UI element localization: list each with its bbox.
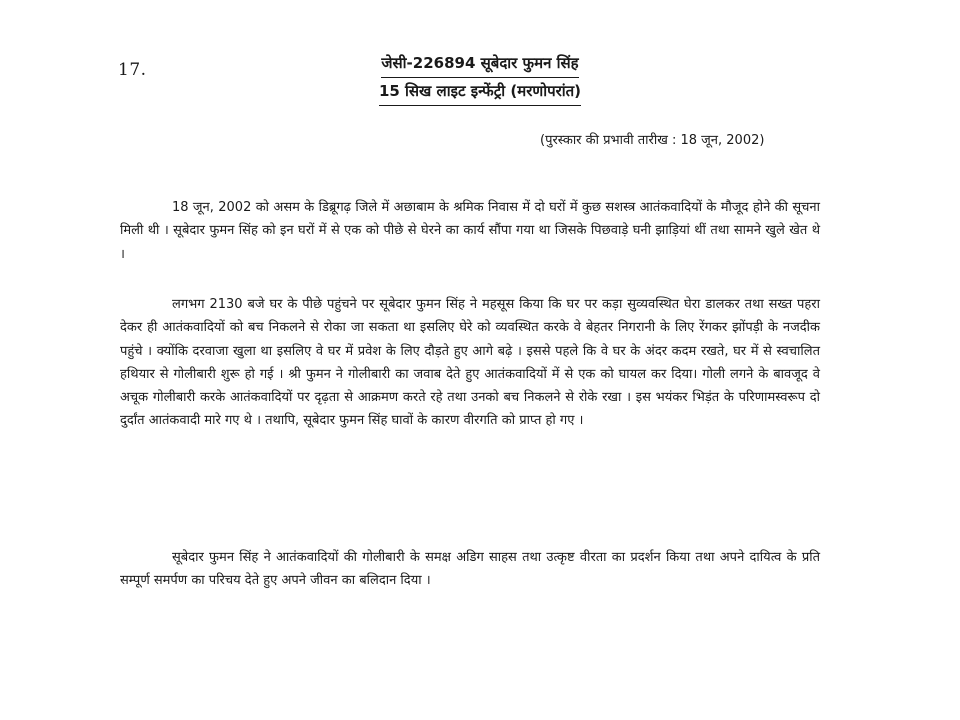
paragraph-1: 18 जून, 2002 को असम के डिब्रूगढ़ जिले में अछाबाम के श्रमिक निवास में दो घरों में कुछ सशस्त्र आतंकवादियों के मौजूद होने की सूचना मिली थी । सूबेदार फुमन सिंह को इन घरों में से एक को पीछे से घेरने का कार्य सौंपा गया था जिसके पिछवाड़े घनी झाड़ियां थीं तथा सामने खुले खेत थे ।: [120, 200, 820, 262]
citation-title: [360, 50, 600, 106]
paragraph-3: सूबेदार फुमन सिंह ने आतंकवादियों की गोलीबारी के समक्ष अडिग साहस तथा उत्कृष्ट वीरता का प्रदर्शन किया तथा अपने दायित्व के प्रति सम्पूर्ण समर्पण का परिचय देते हुए अपने जीवन का बलिदान दिया ।: [120, 550, 820, 589]
serial-number: 17.: [118, 60, 147, 80]
title-unit: 15 सिख लाइट इन्फेंट्री (मरणोपरांत): [379, 78, 581, 106]
title-name-rank: जेसी-226894 सूबेदार फुमन सिंह: [381, 50, 578, 78]
award-effective-date: (पुरस्कार की प्रभावी तारीख : 18 जून, 2002): [540, 133, 765, 148]
paragraph-2: लगभग 2130 बजे घर के पीछे पहुंचने पर सूबेदार फुमन सिंह ने महसूस किया कि घर पर कड़ा सुव्यवस्थित घेरा डालकर तथा सख्त पहरा देकर ही आतंकवादियों को बच निकलने से रोका जा सकता था इसलिए घेरे को व्यवस्थित करके वे बेहतर निगरानी के लिए रेंगकर झोंपड़ी के नजदीक पहुंचे । क्योंकि दरवाजा खुला था इसलिए वे घर में प्रवेश के लिए दौड़ते हुए आगे बढ़े । इससे पहले कि वे घर के अंदर कदम रखते, घर में से स्वचालित हथियार से गोलीबारी शुरू हो गई । श्री फुमन ने गोलीबारी का जवाब देते हुए आतंकवादियों में से एक को घायल कर दिया। गोली लगने के बावजूद वे अचूक गोलीबारी करके आतंकवादियों पर दृढ़ता से आक्रमण करते रहे तथा उनको बच निकलने से रोके रखा । इस भयंकर भिड़ंत के परिणामस्वरूप दो दुर्दांत आतंकवादी मारे गए थे । तथापि, सूबेदार फुमन सिंह घावों के कारण वीरगति को प्राप्त हो गए ।: [120, 297, 820, 429]
